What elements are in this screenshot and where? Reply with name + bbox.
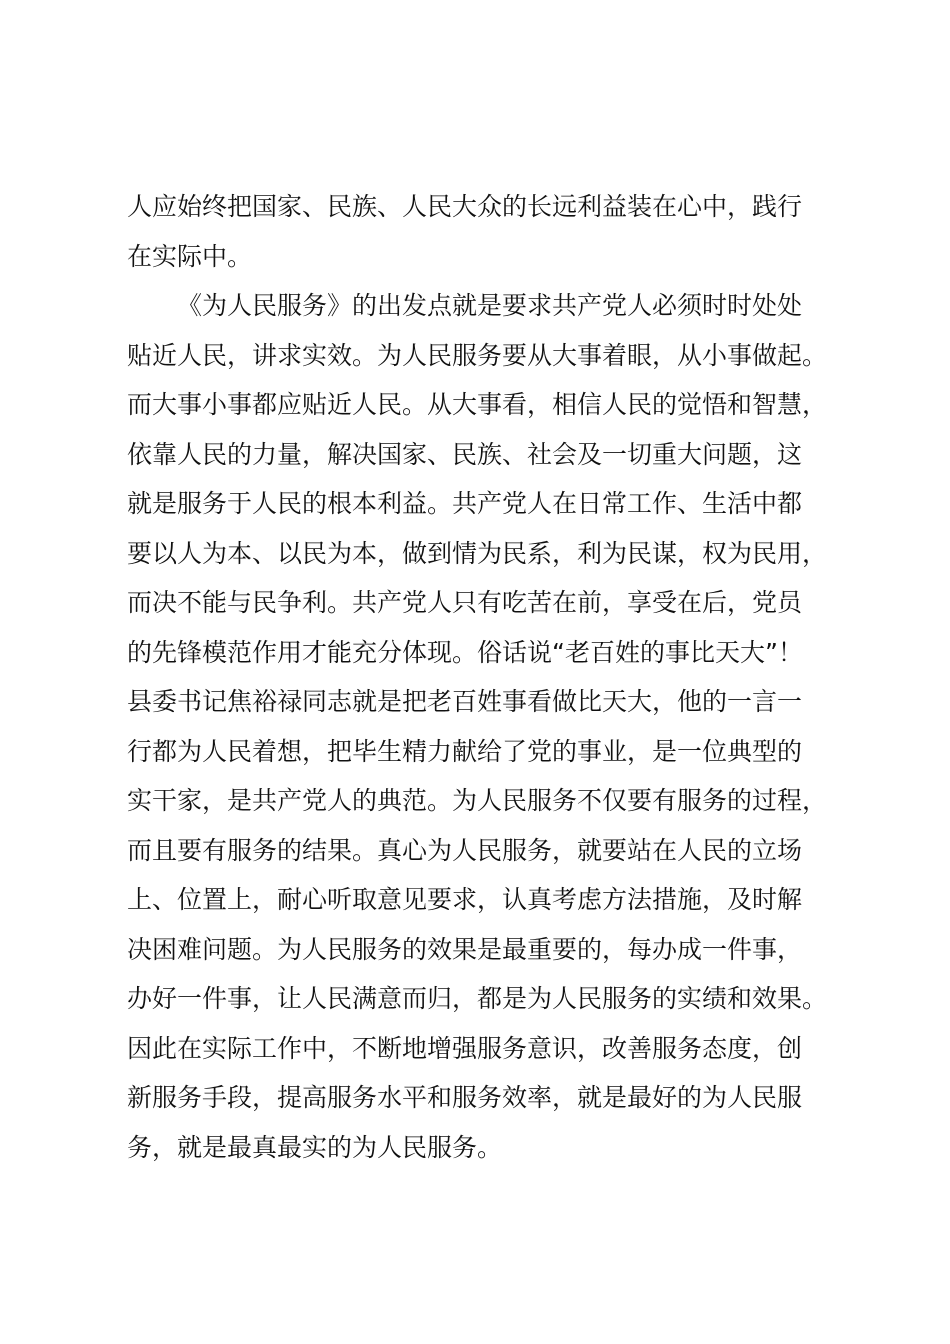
text-line: 依靠人民的力量，解决国家、民族、社会及一切重大问题，这	[127, 439, 803, 469]
text-line: 就是服务于人民的根本利益。共产党人在日常工作、生活中都	[127, 489, 803, 518]
text-line: 要以人为本、以民为本，做到情为民系，利为民谋，权为民用，	[127, 538, 827, 568]
text-line: 决困难问题。为人民服务的效果是最重要的，每办成一件事，	[127, 934, 803, 964]
text-line: 行都为人民着想，把毕生精力献给了党的事业，是一位典型的	[127, 736, 803, 766]
text-line: 在实际中。	[127, 241, 253, 271]
text-line: 新服务手段，提高服务水平和服务效率，就是最好的为人民服	[127, 1083, 803, 1112]
text-line: 而且要有服务的结果。真心为人民服务，就要站在人民的立场	[127, 835, 803, 865]
paragraph-first-line: 《为人民服务》的出发点就是要求共产党人必须时时处处	[177, 291, 803, 320]
text-line: 办好一件事，让人民满意而归，都是为人民服务的实绩和效果。	[127, 984, 827, 1013]
text-line: 务，就是最真最实的为人民服务。	[127, 1132, 503, 1162]
text-line: 因此在实际工作中，不断地增强服务意识，改善服务态度，创	[127, 1033, 803, 1063]
body-text	[127, 182, 827, 1172]
text-line: 人应始终把国家、民族、人民大众的长远利益装在心中，践行	[127, 192, 803, 221]
text-line: 的先锋模范作用才能充分体现。俗话说“老百姓的事比天大”！	[127, 637, 803, 667]
text-line: 上、位置上，耐心听取意见要求，认真考虑方法措施，及时解	[127, 885, 803, 914]
text-line: 贴近人民，讲求实效。为人民服务要从大事着眼，从小事做起。	[127, 340, 827, 370]
text-line: 而决不能与民争利。共产党人只有吃苦在前，享受在后，党员	[127, 588, 803, 617]
text-line: 而大事小事都应贴近人民。从大事看，相信人民的觉悟和智慧，	[127, 390, 827, 419]
text-line: 县委书记焦裕禄同志就是把老百姓事看做比天大，他的一言一	[127, 687, 803, 716]
text-line: 实干家，是共产党人的典范。为人民服务不仅要有服务的过程，	[127, 786, 827, 815]
